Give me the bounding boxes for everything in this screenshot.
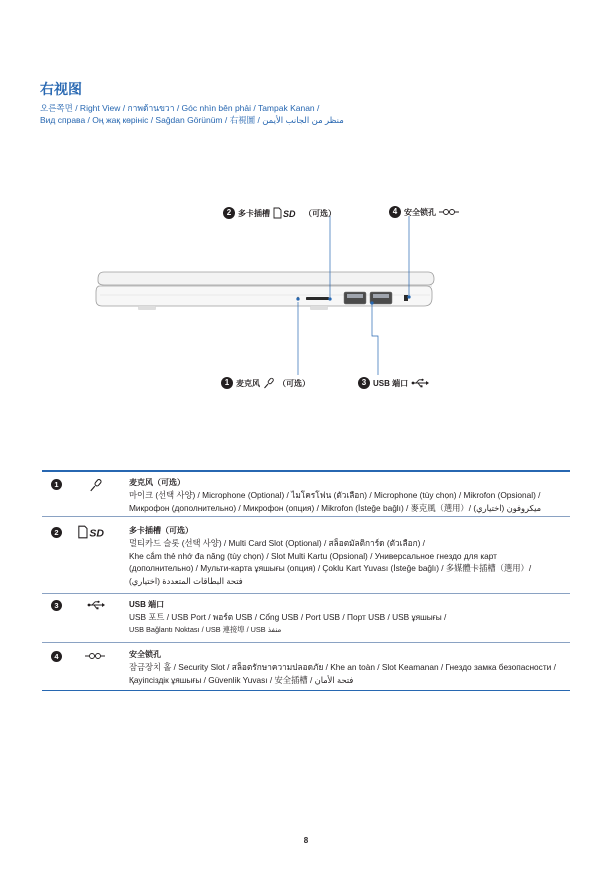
table-row [0,643,612,689]
callout-number: 2 [223,207,235,219]
row-line: USB 포트 / USB Port / พอร์ต USB / Cổng USB / Port USB / Порт USB / USB ұяшығы / [129,612,447,622]
subtitle-line-1: 오른쪽면 / Right View / กาพด้านขวา / Góc nhìn bên phải / Tampak Kanan / [40,103,320,113]
callout-label: USB 端口 [373,378,409,388]
table-bottom-rule [42,690,570,691]
table-row [0,471,612,515]
callout-card-slot [223,207,336,219]
row-description [129,489,569,514]
sd-card-icon [273,207,301,219]
callout-security-slot [389,206,459,218]
subtitle-line-2: Вид справа / Оң жақ көрініс / Sağdan Görünüm / 右視圖 / منظر من الجانب الأيمن [40,115,344,125]
row-number: 1 [51,479,62,490]
row-line: 잠금장치 홀 / Security Slot / สล็อตรักษาความปลอดภัย / Khe an toàn / Slot Keamanan / Гнездо замка безопасности / [129,662,556,672]
row-line: Микрофон (дополнительно) / Микрофон (опция) / Mikrofon (İsteğe bağlı) / 麥克風（選用）/ ميكروفون (اختياري) [129,502,542,513]
table-row [0,517,612,592]
row-line: 마이크 (선택 사양) / Microphone (Optional) / ไมโครโฟน (ตัวเลือก) / Microphone (tùy chọn) / Mikrofon (Opsional) / [129,490,541,500]
microphone-icon [263,377,275,389]
page-number: 8 [303,836,309,845]
svg-text:SD: SD [89,527,104,539]
row-line: Қауіпсіздік ұяшығы / Güvenlik Yuvası / 安全插槽 / فتحة الأمان [129,674,354,685]
row-number: 4 [51,651,62,662]
sd-card-icon [77,525,111,539]
callout-number: 4 [389,206,401,218]
callout-optional: （可选） [304,208,336,218]
row-line: (дополнительно) / Мульти-карта ұяшығы (опция) / Çoklu Kart Yuvası (İsteğe bağlı) / 多媒體卡插槽（選用）/ [129,563,532,573]
callout-microphone [221,377,310,389]
row-line: USB Bağlantı Noktası / USB 連接埠 / USB منفذ [129,624,282,634]
callout-label: 多卡插槽 [238,208,270,218]
row-line: 멀티카드 슬롯 (선택 사양) / Multi Card Slot (Optional) / สล็อตมัลติการ์ด (ตัวเลือก) / [129,538,425,548]
row-description [129,611,569,636]
row-line: فتحة البطاقات المتعددة (اختياري) [129,575,243,586]
row-title: 麦克风（可选） [129,478,185,487]
callout-optional: （可选） [278,378,310,388]
callout-label: 安全锁孔 [404,207,436,217]
row-title: 多卡插槽（可选） [129,526,193,535]
callout-label: 麦克风 [236,378,260,388]
row-title: 安全锁孔 [129,650,161,659]
usb-icon [411,378,429,388]
callout-usb-port [358,377,429,389]
row-title: USB 端口 [129,600,165,609]
security-lock-icon [439,207,459,217]
row-number: 3 [51,600,62,611]
microphone-icon [89,478,103,492]
row-description [129,661,569,686]
page-title: 右视图 [40,81,82,97]
row-line: Khe cắm thẻ nhớ đa năng (tùy chọn) / Slot Multi Kartu (Opsional) / Универсальное гнездо для карт [129,550,497,561]
svg-text:SD: SD [283,209,296,219]
row-description [129,537,569,587]
usb-icon [87,600,105,610]
security-lock-icon [85,651,105,661]
callout-number: 3 [358,377,370,389]
table-row [0,594,612,641]
row-number: 2 [51,527,62,538]
callout-number: 1 [221,377,233,389]
